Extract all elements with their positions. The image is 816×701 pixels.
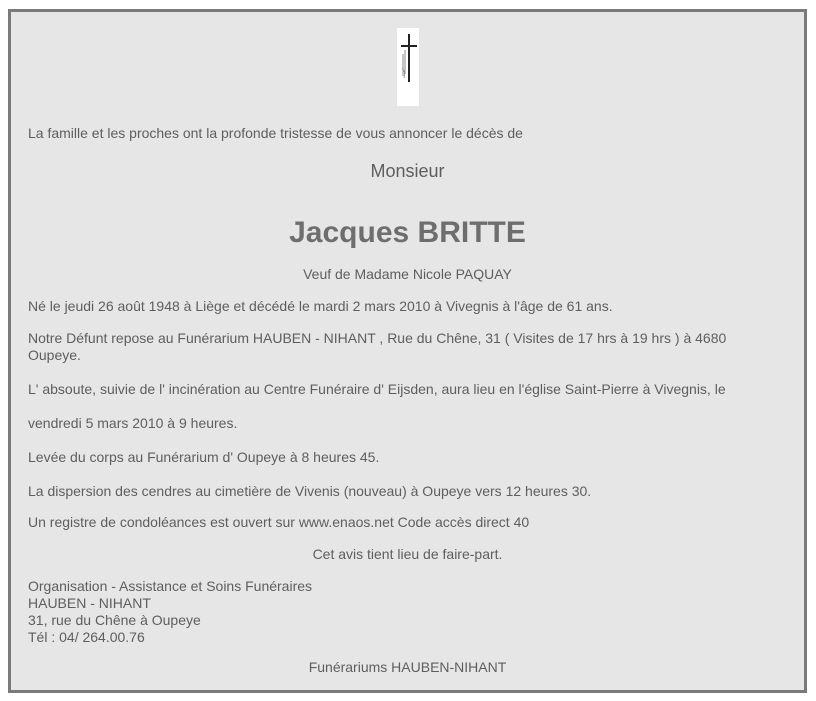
- dispersion-text: La dispersion des cendres au cimetière de Vivenis (nouveau) à Oupeye vers 12 heures 30.: [28, 483, 592, 499]
- birth-death-text: Né le jeudi 26 août 1948 à Liège et décédé le mardi 2 mars 2010 à Vivegnis à l'âge de 61 ans.: [28, 298, 613, 314]
- footer-text: Funérariums HAUBEN-NIHANT: [308, 659, 507, 675]
- organisation-name: HAUBEN - NIHANT: [28, 595, 151, 611]
- spouse-text: Veuf de Madame Nicole PAQUAY: [303, 266, 512, 282]
- absoute-text: L' absoute, suivie de l' incinération au Centre Funéraire d' Eijsden, aura lieu en l'église Saint-Pierre à Vivegnis, le: [28, 381, 726, 397]
- repose-text: Notre Défunt repose au Funérarium HAUBEN - NIHANT , Rue du Chêne, 31 ( Visites de 17 hrs à 19 hrs ) à 4680 Oupeye.: [28, 330, 727, 363]
- absoute-date-text: vendredi 5 mars 2010 à 9 heures.: [28, 415, 238, 431]
- organisation-block: [28, 578, 312, 646]
- organisation-phone: Tél : 04/ 264.00.76: [28, 629, 145, 645]
- intro-text: La famille et les proches ont la profonde tristesse de vous annoncer le décès de: [28, 125, 523, 141]
- faire-part-text: Cet avis tient lieu de faire-part.: [312, 546, 503, 562]
- register-text: Un registre de condoléances est ouvert sur www.enaos.net Code accès direct 40: [28, 514, 530, 530]
- title-text: Monsieur: [370, 161, 445, 181]
- cross-icon: [397, 28, 419, 106]
- deceased-name: Jacques BRITTE: [289, 216, 526, 249]
- organisation-line: Organisation - Assistance et Soins Funéraires: [28, 578, 313, 594]
- obituary-notice: [8, 9, 807, 693]
- organisation-address: 31, rue du Chêne à Oupeye: [28, 612, 201, 628]
- levee-text: Levée du corps au Funérarium d' Oupeye à 8 heures 45.: [28, 449, 380, 465]
- cross-image: [397, 28, 419, 106]
